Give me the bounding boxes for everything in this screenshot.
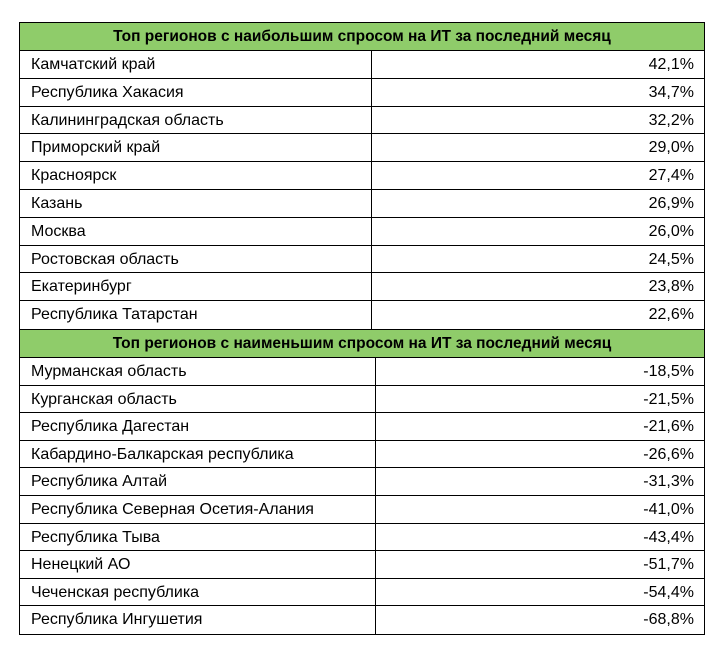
region-name-cell: Республика Дагестан <box>20 413 376 440</box>
demand-change-cell: -26,6% <box>643 445 694 463</box>
demand-change-cell: -21,6% <box>643 418 694 436</box>
demand-change-cell: 22,6% <box>648 306 694 324</box>
demand-change-cell: -18,5% <box>643 362 694 380</box>
region-name-cell: Калининградская область <box>20 107 372 134</box>
table-row <box>20 107 704 135</box>
demand-change-cell: 26,0% <box>648 222 694 240</box>
table-row <box>20 468 704 496</box>
demand-change-cell: 23,8% <box>648 278 694 296</box>
region-name-cell: Республика Тыва <box>20 524 376 551</box>
table-row <box>20 51 704 79</box>
demand-change-cell: -54,4% <box>643 583 694 601</box>
demand-change-cell: -68,8% <box>643 611 694 629</box>
region-name-cell: Ненецкий АО <box>20 551 376 578</box>
demand-change-cell: 26,9% <box>648 194 694 212</box>
top-demand-rows <box>20 51 704 329</box>
regions-it-demand-table <box>19 22 705 635</box>
table-row <box>20 358 704 386</box>
region-name-cell: Республика Северная Осетия-Алания <box>20 496 376 523</box>
demand-change-cell: 24,5% <box>648 250 694 268</box>
table-row <box>20 190 704 218</box>
table-row <box>20 218 704 246</box>
region-name-cell: Республика Алтай <box>20 468 376 495</box>
demand-change-cell: -43,4% <box>643 528 694 546</box>
demand-change-cell: -31,3% <box>643 473 694 491</box>
region-name-cell: Республика Хакасия <box>20 79 372 106</box>
region-name-cell: Кабардино-Балкарская республика <box>20 441 376 468</box>
table-row <box>20 551 704 579</box>
region-name-cell: Красноярск <box>20 162 372 189</box>
table-row <box>20 79 704 107</box>
table-row <box>20 246 704 274</box>
region-name-cell: Чеченская республика <box>20 579 376 606</box>
demand-change-cell: 42,1% <box>648 56 694 73</box>
demand-change-cell: -21,5% <box>643 390 694 408</box>
region-name-cell: Камчатский край <box>20 51 372 78</box>
table-row <box>20 162 704 190</box>
region-name-cell: Приморский край <box>20 134 372 161</box>
table-row <box>20 301 704 329</box>
table-row <box>20 441 704 469</box>
region-name-cell: Республика Татарстан <box>20 301 372 329</box>
region-name-cell: Казань <box>20 190 372 217</box>
region-name-cell: Мурманская область <box>20 358 376 385</box>
demand-change-cell: 34,7% <box>648 83 694 101</box>
bottom-demand-rows <box>20 358 704 634</box>
demand-change-cell: 29,0% <box>648 139 694 157</box>
demand-change-cell: -51,7% <box>643 556 694 574</box>
region-name-cell: Екатеринбург <box>20 273 372 300</box>
table-row <box>20 579 704 607</box>
table-row <box>20 524 704 552</box>
demand-change-cell: 27,4% <box>648 167 694 185</box>
table-row <box>20 413 704 441</box>
table-row <box>20 496 704 524</box>
region-name-cell: Курганская область <box>20 386 376 413</box>
top-demand-header: Топ регионов с наибольшим спросом на ИТ за последний месяц <box>20 23 704 51</box>
region-name-cell: Ростовская область <box>20 246 372 273</box>
bottom-demand-header: Топ регионов с наименьшим спросом на ИТ за последний месяц <box>20 329 704 358</box>
table-row <box>20 134 704 162</box>
demand-change-cell: -41,0% <box>643 500 694 518</box>
region-name-cell: Республика Ингушетия <box>20 606 376 634</box>
demand-change-cell: 32,2% <box>648 111 694 129</box>
table-row <box>20 606 704 634</box>
table-row <box>20 273 704 301</box>
table-row <box>20 386 704 414</box>
region-name-cell: Москва <box>20 218 372 245</box>
